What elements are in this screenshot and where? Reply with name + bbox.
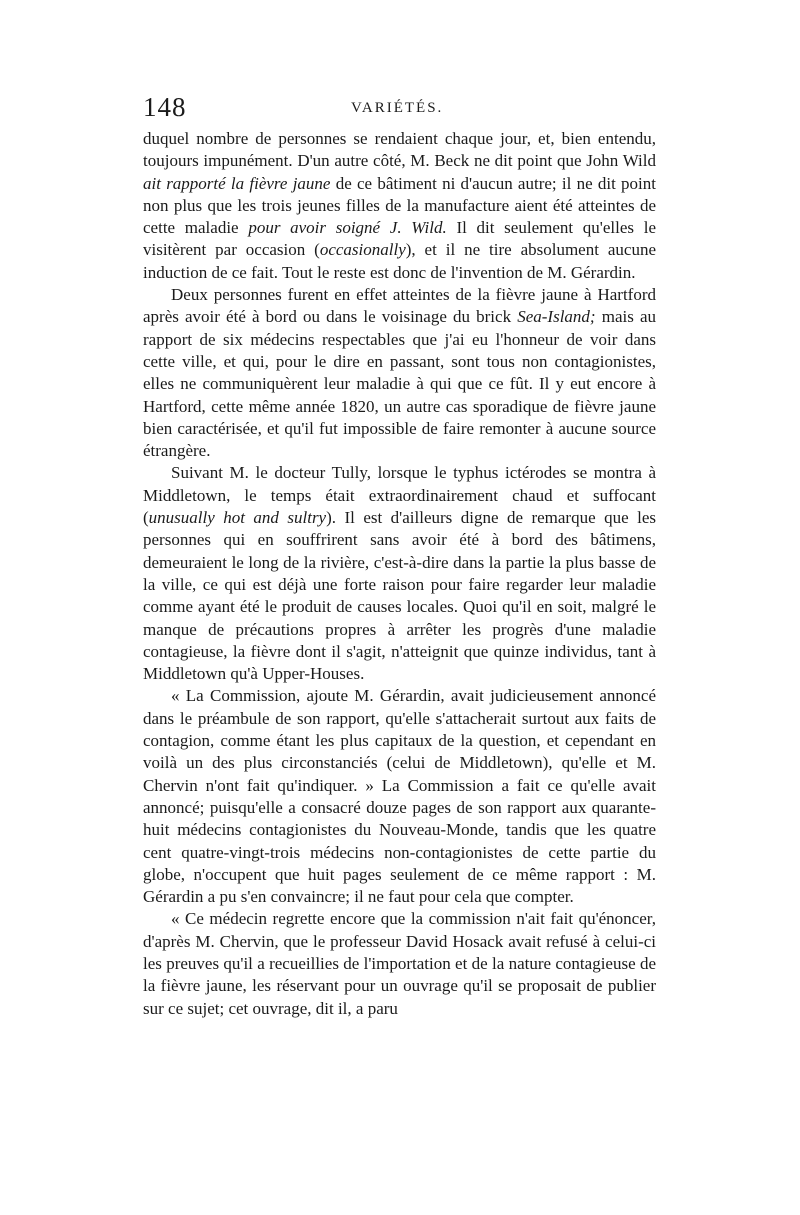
text-run: Suivant M. le docteur Tully, lorsque le typhus ictérodes se montra à Middletown, le temps était extraordinairement chaud et suffocant ( xyxy=(143,463,656,528)
text-run: Deux personnes furent en effet atteintes de la fièvre jaune à Hartford après avoir été à bord ou dans le voisinage du brick xyxy=(143,285,656,327)
text-run: « La Commission, ajoute M. Gérardin, avait judicieusement annoncé dans le préambule de son rapport, qu'elle s'attacherait surtout aux faits de contagion, comme étant les plus capitaux de la question, et cependant en voilà un des plus circonstanciés (celui de Middletown), qu'elle et M. Chervin n'ont fait qu'indiquer. » La Commission a fait ce qu'elle avait annoncé; puisqu'elle a consacré douze pages de son rapport aux quarante-huit médecins contagionistes du Nouveau-Monde, tandis que les quatre cent quatre-vingt-trois médecins non-contagionistes de cette partie du globe, n'occupent que huit pages seulement de ce même rapport : M. Gérardin a pu s'en convaincre; il ne faut pour cela que compter. xyxy=(143,686,656,907)
paragraph xyxy=(143,908,656,1019)
paragraph xyxy=(143,128,656,284)
text-run: ), et il ne tire absolument aucune induction de ce fait. Tout le reste est donc de l'invention de M. Gérardin. xyxy=(143,240,656,282)
page-number: 148 xyxy=(143,92,187,122)
paragraph xyxy=(143,685,656,908)
text-run: mais au rapport de six médecins respectables que j'ai eu l'honneur de voir dans cette ville, et qui, pour le dire en passant, sont tous non contagionistes, elles ne communiquèrent leur maladie à qui que ce fût. Il y eut encore à Hartford, cette même année 1820, un autre cas sporadique de fièvre jaune bien caractérisée, et qu'il fut impossible de faire remonter à aucune source étrangère. xyxy=(143,307,656,461)
text-run: duquel nombre de personnes se rendaient chaque jour, et, bien entendu, toujours impunément. D'un autre côté, M. Beck ne dit point que John Wild xyxy=(143,129,656,171)
paragraph xyxy=(143,284,656,462)
body-text xyxy=(143,128,656,1020)
text-run: de ce bâtiment ni d'aucun autre; il ne dit point non plus que les trois jeunes filles de la manufacture aient été atteintes de cette maladie xyxy=(143,173,656,238)
paragraph xyxy=(143,462,656,685)
italic-text: occasionally xyxy=(319,240,406,260)
page-header xyxy=(143,93,656,121)
italic-text: Sea-Island; xyxy=(517,307,596,327)
italic-text: unusually hot and sultry xyxy=(148,508,327,528)
italic-text: pour avoir soigné J. Wild. xyxy=(248,218,447,238)
running-title: VARIÉTÉS. xyxy=(351,100,444,116)
text-run: « Ce médecin regrette encore que la commission n'ait fait qu'énoncer, d'après M. Chervin, que le professeur David Hosack avait refusé à celui-ci les preuves qu'il a recueillies de l'importation et de la nature contagieuse de la fièvre jaune, les réservant pour un ouvrage qu'il se proposait de publier sur ce sujet; cet ouvrage, dit il, a paru xyxy=(143,909,656,1018)
text-run: Il dit seulement qu'elles le visitèrent par occasion ( xyxy=(143,218,656,260)
italic-text: ait rapporté la fièvre jaune xyxy=(143,173,331,193)
text-run: ). Il est d'ailleurs digne de remarque que les personnes qui en souffrirent sans avoir été à bord des bâtimens, demeuraient le long de la rivière, c'est-à-dire dans la partie la plus basse de la ville, ce qui est déjà une forte raison pour faire regarder leur maladie comme ayant été le produit de causes locales. Quoi qu'il en soit, malgré le manque de précautions propres à arrêter les progrès d'une maladie contagieuse, la fièvre dont il s'agit, n'atteignit que quinze individus, tant à Middletown qu'à Upper-Houses. xyxy=(143,508,656,684)
